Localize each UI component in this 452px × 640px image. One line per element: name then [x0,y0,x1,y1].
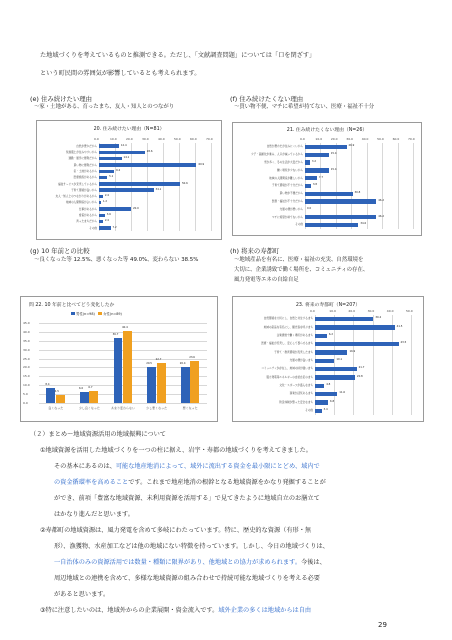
category-label: その他 [295,223,303,227]
value-label: 6.8 [330,399,335,403]
category-label: 少子・高齢化が進み、人口が減っているから [250,153,303,157]
value-label: 15.4 [330,167,337,171]
bar [315,367,357,372]
text: その基本にあるのは、 [54,463,116,470]
value-label: 6.7 [88,386,93,390]
bar [305,176,317,180]
summary-p2-line2: 形）、漁獲物、水産加工などは他の地域にない特徴を持っています。しかし、今日の地域づくりは、 [54,543,329,550]
x-tick-label: 20.0 [330,137,338,141]
chart-title: 問 22. 10 年前と比べてどう変化したか [29,303,115,308]
intro-line-2: という町民間の雰囲気が影響しているとも考えられます。 [40,70,201,77]
value-label: 30.8 [354,191,361,195]
value-label: 4.5 [54,390,59,393]
category-label: 風力発電等エネルギーの自給自足のまち [266,375,313,379]
value-label: 3.6 [106,213,111,217]
y-tick-label: 40.0 [23,329,30,334]
value-label: 34.1 [155,187,162,191]
bar [305,168,329,172]
category-label: 文化・スポーツが盛んなまち [279,384,313,388]
category-label: その他 [305,409,313,413]
bar [315,409,322,414]
y-tick-label: 35.0 [23,338,30,343]
category-label: 友人・知人とのつながりがあるから [55,195,97,199]
grid-line [398,143,399,229]
chart-legend [71,311,122,316]
x-tick-label: 50.0 [406,309,413,313]
bar [305,223,358,227]
bar [89,391,98,403]
summary-p1-line1: ①地域資源を活用した地域づくりを一つの柱に据え、岩宇・寿都の地域づくりを考えてきました。 [40,447,312,454]
bar [80,392,89,403]
category-label: 通勤・通学に便利だから [68,157,97,161]
value-label: 20.4 [179,361,186,365]
summary-p2-line3 [54,559,326,567]
grid-line [163,143,164,231]
bar [99,207,131,210]
bar [315,384,324,389]
legend-swatch-female [98,312,102,315]
bar [315,359,334,364]
grid-line [39,323,207,324]
category-label: 少し良くなった [78,406,100,410]
value-label: 34.6 [360,222,367,226]
value-label: 14.1 [123,156,130,160]
value-label: 50.6 [181,181,188,185]
summary-heading: （２）まとめ～地域資源活用の地域振興について [30,431,166,438]
category-label: 買い物が不便だから [279,192,303,196]
x-tick-label: 30.0 [367,309,375,313]
category-label: 少し悪くなった [146,406,168,410]
bar [315,392,337,397]
chart-title: 21. 住み続けたくない理由（N=26） [286,128,368,133]
legend-label-male: 男性(n=98) [76,312,95,316]
value-label: 10.1 [336,358,343,362]
summary-p2-line4: 周辺地域との連携を含めて、多様な地域資源の組み合わせで持続可能な地域づくりを考える必要 [54,575,320,582]
value-label: 16.9 [349,349,356,353]
grid-line [373,315,374,415]
bar [305,153,329,157]
value-label: 5.1 [109,175,114,179]
bar [123,331,132,403]
category-label: 交通の便が悪いから [279,207,303,211]
bar [99,151,145,154]
grid-line [147,143,148,231]
legend-swatch-male [71,312,75,315]
x-tick-label: 40.0 [158,137,165,141]
bar [305,145,347,149]
value-label: 28.6 [146,150,153,154]
chart-10-year-comparison [20,296,218,422]
intro-line-1: た地域づくりを考えているものと推測できる。ただし、「文献調査問題」については「口を閉ざす」 [40,52,316,59]
value-label: 2.4 [104,194,109,198]
bar [315,350,347,355]
x-tick-label: 40.0 [386,309,394,313]
value-label: 8.4 [45,383,50,387]
x-tick-label: 70.0 [408,137,415,141]
x-tick-label: 50.0 [377,137,384,141]
y-tick-label: 20.0 [23,365,30,370]
bar [305,199,376,203]
bar [99,144,119,147]
x-tick-label: 20.0 [348,309,356,313]
x-tick-label: 50.0 [174,137,181,141]
text: です。これまで地産地消の根幹となる地域資源をかなり発掘することが [128,479,326,486]
text: 今後は、 [301,559,326,566]
bar [99,163,196,166]
value-label: 20.5 [146,361,152,365]
bar [99,201,101,204]
y-tick-label: 0.0 [23,401,28,405]
chart-title: 23. 将来の寿都町（N=207） [295,303,361,308]
value-label: 30.4 [375,316,382,320]
section-h-sub-2: 大切に、企業誘致で働く場所を、コミュニティの存在、 [234,267,369,273]
value-label: 46.2 [378,198,385,202]
value-label: 12.4 [120,143,127,147]
section-e-heading: (e) 住み続けたい理由 [30,95,93,103]
value-label: 43.5 [400,341,407,345]
bar [305,192,353,196]
category-label: 雪が多く、冬の生活が大変だから [264,160,303,164]
category-label: コミュニティが存在し、地域の絆が強いまち [261,367,313,371]
y-tick-label: 10.0 [23,383,30,388]
category-label: 医療・福祉が充実し、安心して暮らせるまち [261,342,313,346]
category-label: 家・土地があるから [73,170,97,174]
bar [190,361,199,403]
value-label: 6.0 [78,387,84,391]
value-label: 41.5 [396,324,403,328]
text: ③特に注意したいのは、地域外からの企業展開・資金流入です。 [40,607,219,614]
category-label: 愛着があるから [78,214,97,218]
category-label: 気候風土が住みやすいから [65,151,97,155]
value-label: 3.4 [323,408,328,412]
section-h-sub-3: 風力発電等エネの自給自足 [234,277,299,283]
value-label: 23.6 [189,356,195,360]
y-tick-label: 25.0 [23,356,30,361]
bar [181,367,190,403]
section-h-sub-1: ～地域産品を有名に、医療・福祉の充実、自然環境を [234,257,364,263]
value-label: 4.8 [326,383,331,387]
value-label: 36.7 [112,332,119,336]
category-label: 子育て環境が不十分だから [271,184,303,188]
value-label: 40.4 [122,326,128,330]
x-tick-label: 10.0 [315,137,323,141]
bar [99,157,122,160]
x-tick-label: 20.0 [126,137,133,141]
bar [315,334,327,339]
category-label: 医療施設があるから [73,176,97,180]
category-label: 防災体制が整った安全なまち [279,400,313,404]
section-g-heading: (g) 10 年前との比較 [30,247,90,255]
grid-line [353,315,354,415]
category-label: 医療・福祉が不十分だから [271,199,303,203]
x-tick-label: 10.0 [110,137,117,141]
chart-title: 20. 住み続けたい理由（N=81） [93,127,165,132]
category-label: 地域の産品を有名にし、観光客を呼ぶまち [263,325,313,329]
bar [99,170,114,173]
bar [99,226,111,229]
category-label: 働く場所が少ないから [277,168,303,172]
chart-future-town [232,296,424,422]
chart-leave-reasons [232,122,422,236]
category-label: 交通の便が良いまち [289,359,313,363]
bar [315,342,399,347]
highlight: 一自治体のみの資源活用では数量・種類に限界があり、他地域との協力が求められます。 [54,559,302,566]
value-label: 46.2 [378,214,385,218]
x-tick-label: 70.0 [206,137,213,141]
grid-line [334,315,335,415]
x-tick-label: 30.0 [142,137,149,141]
value-label: 7.7 [318,175,323,179]
section-h-heading: (h) 将来の寿都町 [230,247,280,255]
bar [99,182,180,185]
x-tick-label: 60.0 [392,137,400,141]
summary-p2-line1: ②寿都町の地域資源は、風力発電を含めて多岐にわたっています。特に、歴史的な資源（有形・無 [40,527,312,534]
category-label: 地域の人間関係が難しいから [269,176,303,180]
bar [315,400,328,405]
bar [99,188,154,191]
grid-line [39,403,207,404]
x-tick-label: 40.0 [361,137,369,141]
category-label: 商業が活気あるまち [289,392,313,396]
legend-label-female: 女性(n=89) [103,312,122,316]
category-label: 良くなった [48,406,64,410]
highlight: 域外企業の多くは地域からは自由 [218,607,312,614]
category-label: 悪くなった [182,406,198,410]
category-label: あまり変わらない [111,406,136,410]
grid-line [413,143,414,229]
grid-line [131,143,132,231]
value-label: 9.4 [116,169,121,173]
category-label: 自然が豊かだから [76,144,97,148]
section-f-heading: (f) 住み続けたくない理由 [230,95,304,103]
bar [114,338,123,403]
value-label: 15.4 [330,152,337,156]
section-g-sub: ～良くなった等 12.5%、悪くなった等 49.0%、変わらない 38.5% [34,257,199,263]
summary-p1-line5: はかなり進んだと思います。 [54,511,134,518]
page-number: 29 [378,621,387,629]
bar [315,317,373,322]
bar [147,367,156,403]
y-tick-label: 45.0 [23,321,30,325]
bar [99,214,105,217]
y-tick-label: 5.0 [23,392,28,397]
x-tick-label: 0.0 [310,309,315,313]
y-tick-label: 30.0 [23,347,30,352]
category-label: 子育て環境が良いから [71,188,97,192]
category-label: 地域の人間関係がよいから [65,201,97,205]
chart-live-reasons [36,120,222,240]
grid-line [392,315,393,415]
bar [157,363,166,403]
category-label: 企業誘致で働く場所があるまち [276,334,313,338]
bar [99,195,103,198]
value-label: 26.9 [348,144,355,148]
category-label: マチに希望が持てないから [271,215,303,219]
bar [99,220,103,223]
grid-line [211,143,212,231]
section-f-sub: ～買い物不便、マチに希望が持てない、医療・福祉不十分 [234,104,375,110]
bar [99,176,107,179]
value-label: 20.0 [133,206,139,210]
x-tick-label: 30.0 [346,137,353,141]
summary-p1-line4: ができ、前項「豊富な地域資源、未利用資源を活用する」で見てきたように地域自立のお膳立て [54,495,320,502]
value-label: 3.2 [311,159,317,163]
bar [315,375,355,380]
value-label: 3.8 [312,183,317,187]
highlight: 可能な地産地消によって、域外に流出する資金を最小限にとどめ、域内で [115,463,320,470]
summary-p3-line1 [40,607,311,615]
summary-p1-line2 [54,463,320,471]
category-label: その他 [89,226,97,230]
category-label: 子育て・教育環境が充実したまち [274,350,313,354]
value-label: 7.2 [112,225,117,229]
value-label: 1.2 [102,200,108,204]
y-tick-label: 15.0 [23,374,30,379]
x-tick-label: 60.0 [190,137,197,141]
bar [305,160,310,164]
bar [305,184,311,188]
x-tick-label: 0.0 [94,137,99,141]
value-label: 2.4 [104,219,109,223]
bar [315,325,395,330]
category-label: 仕事があるから [78,207,97,211]
section-e-sub: ～家・土地がある、育ったまち、友人・知人とのつながり [34,104,175,110]
category-label: 福祉サービスが充実しているから [58,182,97,186]
value-label: 0.0 [307,206,312,210]
category-label: 自然が豊かだが住みにくいから [266,145,303,149]
category-label: 自然環境を大切にし、自然と共生するまち [263,317,313,321]
value-label: 6.2 [328,333,334,337]
value-label: 22.7 [155,357,162,361]
grid-line [195,143,196,231]
bar [56,395,65,403]
grid-line [411,315,412,415]
summary-p1-line3 [54,479,326,487]
summary-p2-line5: があると思います。 [54,591,110,598]
category-label: 育ったまちだから [76,220,97,224]
value-label: 20.8 [356,374,363,378]
x-tick-label: 10.0 [329,309,336,313]
value-label: 21.7 [358,366,365,370]
value-label: 11.6 [339,391,346,395]
category-label: 買い物に便利だから [73,163,97,167]
bar [305,215,376,219]
value-label: 60.9 [198,162,205,166]
highlight: の資金循環率を高めること [54,479,129,486]
x-tick-label: 0.0 [300,137,305,141]
grid-line [179,143,180,231]
